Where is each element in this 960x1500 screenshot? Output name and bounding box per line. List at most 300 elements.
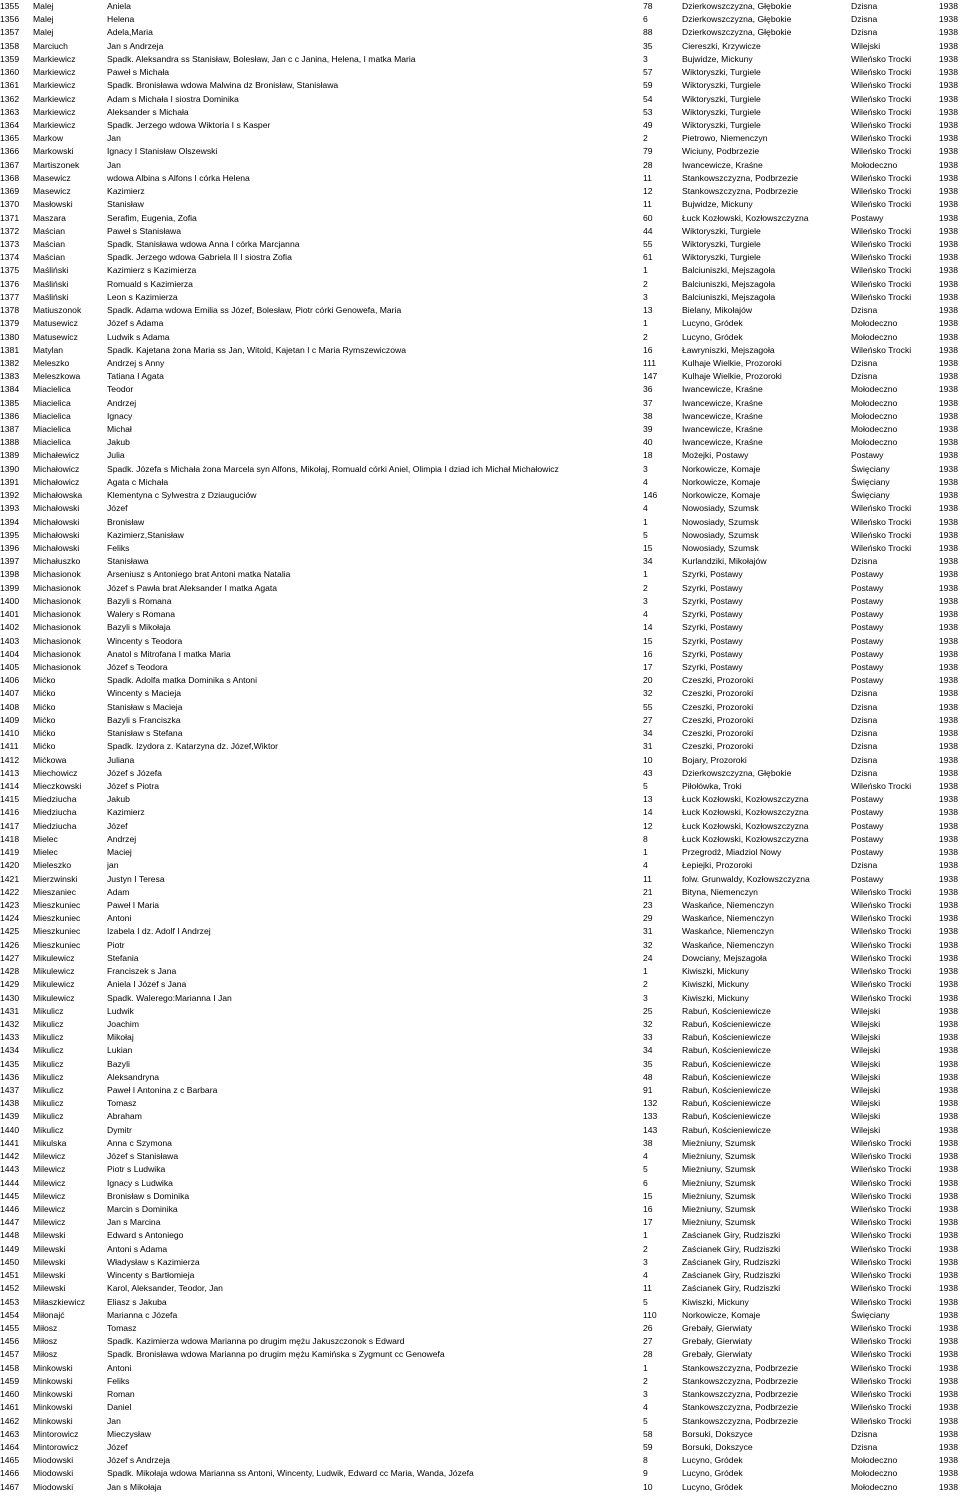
surname-cell: Mikulska [33,1137,67,1148]
locality-cell: Ciereszki, Krzywicze [682,40,761,51]
locality-cell: Norkowicze, Komaje [682,463,761,474]
record-number-cell: 1454 [0,1309,20,1320]
house-number-cell: 3 [643,1389,648,1400]
year-cell: 1938 [938,463,958,474]
surname-cell: Maśliński [33,278,69,289]
district-cell: Wileńsko Trocki [851,106,912,117]
district-cell: Dzisna [851,741,878,752]
house-number-cell: 11 [643,1283,652,1294]
house-number-cell: 3 [643,463,648,474]
table-row [0,463,960,476]
surname-cell: Mielec [33,847,58,858]
locality-cell: Balciuniszki, Mejszagoła [682,265,776,276]
table-row [0,912,960,925]
record-number-cell: 1359 [0,53,20,64]
table-row [0,1401,960,1414]
given-names-cell: Wincenty s Bartłomieja [107,1270,195,1281]
locality-cell: Rabuń, Kościeniewicze [682,1018,771,1029]
surname-cell: Mićkowa [33,754,67,765]
given-names-cell: Aniela [107,1,131,11]
district-cell: Mołodeczno [851,1455,898,1466]
house-number-cell: 1 [643,1362,648,1373]
district-cell: Wilejski [851,1124,881,1135]
locality-cell: Balciuniszki, Mejszagoła [682,278,776,289]
given-names-cell: Anatol s Mitrofana I matka Maria [107,648,231,659]
table-row [0,238,960,251]
table-row [0,529,960,542]
house-number-cell: 31 [643,926,653,937]
house-number-cell: 3 [643,595,648,606]
district-cell: Mołodeczno [851,318,898,329]
table-row [0,925,960,938]
given-names-cell: Józef [107,1441,128,1452]
district-cell: Mołodeczno [851,437,898,448]
surname-cell: Miacielica [33,437,71,448]
locality-cell: Mieżniuny, Szumsk [682,1190,756,1201]
year-cell: 1938 [938,979,958,990]
record-number-cell: 1414 [0,780,20,791]
surname-cell: Maśliński [33,265,69,276]
surname-cell: Michałowski [33,516,80,527]
record-number-cell: 1374 [0,252,20,263]
surname-cell: Milewski [33,1230,66,1241]
district-cell: Wilejski [851,1071,881,1082]
table-row [0,859,960,872]
record-number-cell: 1436 [0,1071,20,1082]
table-row [0,1005,960,1018]
district-cell: Święciany [851,490,890,501]
given-names-cell: Andrzej s Anny [107,357,165,368]
surname-cell: Miłaszkiewicz [33,1296,86,1307]
given-names-cell: Ludwik [107,1005,134,1016]
district-cell: Wileńsko Trocki [851,1243,912,1254]
record-number-cell: 1429 [0,979,20,990]
table-row [0,212,960,225]
year-cell: 1938 [938,1,958,11]
locality-cell: Szyrki, Postawy [682,595,743,606]
table-row [0,331,960,344]
record-number-cell: 1380 [0,331,20,342]
surname-cell: Markiewicz [33,67,76,78]
year-cell: 1938 [938,331,958,342]
year-cell: 1938 [938,225,958,236]
locality-cell: Szyrki, Postawy [682,569,743,580]
table-row [0,0,960,13]
year-cell: 1938 [938,1098,958,1109]
district-cell: Wileńsko Trocki [851,966,912,977]
district-cell: Wileńsko Trocki [851,886,912,897]
given-names-cell: Bazyli s Romana [107,595,172,606]
locality-cell: Lucyno, Gródek [682,1468,743,1479]
table-row [0,635,960,648]
house-number-cell: 25 [643,1005,653,1016]
record-number-cell: 1371 [0,212,20,223]
year-cell: 1938 [938,939,958,950]
locality-cell: Lucyno, Gródek [682,1481,743,1492]
house-number-cell: 17 [643,662,653,672]
district-cell: Postawy [851,582,884,593]
house-number-cell: 8 [643,833,648,844]
house-number-cell: 29 [643,913,653,924]
house-number-cell: 4 [643,609,648,620]
locality-cell: Zaścianek Giry, Rudziszki [682,1270,781,1281]
record-number-cell: 1361 [0,80,20,91]
house-number-cell: 1 [643,966,648,977]
locality-cell: Kulhaje Wielkie, Prozoroki [682,371,782,382]
table-row [0,1256,960,1269]
year-cell: 1938 [938,886,958,897]
record-number-cell: 1415 [0,794,20,805]
table-row [0,40,960,53]
house-number-cell: 38 [643,410,653,421]
house-number-cell: 15 [643,543,653,554]
year-cell: 1938 [938,1468,958,1479]
surname-cell: Minkowski [33,1415,73,1426]
given-names-cell: Justyn I Teresa [107,873,165,884]
district-cell: Dzisna [851,754,878,765]
house-number-cell: 49 [643,119,653,130]
table-row [0,1481,960,1494]
table-row [0,423,960,436]
given-names-cell: Ludwik s Adama [107,331,170,342]
record-number-cell: 1434 [0,1045,20,1056]
table-row [0,952,960,965]
house-number-cell: 15 [643,1190,653,1201]
given-names-cell: Jan s Mikołaja [107,1481,162,1492]
surname-cell: Milewski [33,1243,66,1254]
given-names-cell: Karol, Aleksander, Teodor, Jan [107,1283,223,1294]
locality-cell: Nowosiady, Szumsk [682,543,759,554]
house-number-cell: 143 [643,1124,658,1135]
district-cell: Wilejski [851,1058,881,1069]
house-number-cell: 1 [643,265,648,276]
given-names-cell: Helena [107,14,135,25]
surname-cell: Maścian [33,252,65,263]
year-cell: 1938 [938,648,958,659]
table-row [0,1229,960,1242]
surname-cell: Mieszkuniec [33,899,81,910]
district-cell: Wilejski [851,1111,881,1122]
record-number-cell: 1447 [0,1217,20,1228]
district-cell: Dzisna [851,1428,878,1439]
year-cell: 1938 [938,305,958,316]
house-number-cell: 13 [643,305,653,316]
district-cell: Wilejski [851,1085,881,1096]
locality-cell: Waskańce, Niemenczyn [682,899,774,910]
surname-cell: Miedziucha [33,820,77,831]
district-cell: Wileńsko Trocki [851,1137,912,1148]
house-number-cell: 5 [643,780,648,791]
house-number-cell: 27 [643,1336,653,1347]
record-number-cell: 1419 [0,847,20,858]
surname-cell: Mikulicz [33,1111,64,1122]
record-number-cell: 1411 [0,741,19,752]
record-number-cell: 1398 [0,569,20,580]
given-names-cell: Józef s Stanisława [107,1151,179,1162]
locality-cell: Łuck Kozłowski, Kozłowszczyzna [682,833,809,844]
given-names-cell: Maciej [107,847,132,858]
house-number-cell: 14 [643,807,653,818]
record-number-cell: 1442 [0,1151,20,1162]
locality-cell: Wiciuny, Podbrzezie [682,146,760,157]
table-row [0,291,960,304]
district-cell: Wileńsko Trocki [851,1217,912,1228]
house-number-cell: 5 [643,529,648,540]
table-row [0,13,960,26]
given-names-cell: Spadk. Jerzego wdowa Wiktoria I s Kasper [107,119,271,130]
record-number-cell: 1427 [0,952,20,963]
house-number-cell: 9 [643,1468,648,1479]
table-row [0,225,960,238]
year-cell: 1938 [938,807,958,818]
district-cell: Postawy [851,450,884,461]
record-number-cell: 1402 [0,622,20,633]
given-names-cell: Romuald s Kazimierza [107,278,193,289]
year-cell: 1938 [938,371,958,382]
year-cell: 1938 [938,1124,958,1135]
record-number-cell: 1378 [0,305,20,316]
year-cell: 1938 [938,622,958,633]
surname-cell: Miedziucha [33,794,77,805]
table-row [0,582,960,595]
table-row [0,754,960,767]
given-names-cell: Julia [107,450,125,461]
house-number-cell: 59 [643,1441,653,1452]
locality-cell: Iwancewicze, Kraśne [682,397,763,408]
record-number-cell: 1377 [0,291,20,302]
house-number-cell: 78 [643,1,653,11]
locality-cell: Borsuki, Dokszyce [682,1428,753,1439]
given-names-cell: Aleksandryna [107,1071,160,1082]
record-number-cell: 1441 [0,1137,20,1148]
district-cell: Wileńsko Trocki [851,1349,912,1360]
locality-cell: Stankowszczyzna, Podbrzezie [682,1362,799,1373]
district-cell: Wilejski [851,1005,881,1016]
surname-cell: Mikulicz [33,1124,64,1135]
locality-cell: Balciuniszki, Mejszagoła [682,291,776,302]
locality-cell: Norkowicze, Komaje [682,490,761,501]
table-row [0,1018,960,1031]
house-number-cell: 37 [643,397,653,408]
locality-cell: Łuck Kozłowski, Kozłowszczyzna [682,212,809,223]
year-cell: 1938 [938,424,958,435]
locality-cell: Kiwiszki, Mickuny [682,992,749,1003]
given-names-cell: Aniela I Józef s Jana [107,979,187,990]
year-cell: 1938 [938,569,958,580]
district-cell: Postawy [851,794,884,805]
given-names-cell: Izabela I dz. Adolf I Andrzej [107,926,211,937]
house-number-cell: 2 [643,1243,648,1254]
record-number-cell: 1455 [0,1323,20,1333]
record-number-cell: 1360 [0,67,20,78]
surname-cell: Mikulicz [33,1071,64,1082]
surname-cell: Michasionok [33,569,81,580]
record-number-cell: 1432 [0,1018,20,1029]
district-cell: Postawy [851,873,884,884]
locality-cell: Wiktoryszki, Turgiele [682,238,761,249]
record-number-cell: 1430 [0,992,20,1003]
year-cell: 1938 [938,833,958,844]
house-number-cell: 36 [643,384,653,395]
year-cell: 1938 [938,344,958,355]
house-number-cell: 28 [643,159,653,170]
given-names-cell: Spadk. Kajetana żona Maria ss Jan, Witold, Kajetan I c Maria Rymszewiczowa [107,344,406,355]
locality-cell: Rabuń, Kościeniewicze [682,1045,771,1056]
record-number-cell: 1464 [0,1441,20,1452]
district-cell: Dzisna [851,14,878,25]
locality-cell: Rabuń, Kościeniewicze [682,1071,771,1082]
surname-cell: Minkowski [33,1402,73,1413]
year-cell: 1938 [938,1164,958,1175]
surname-cell: Mikulicz [33,1045,64,1056]
locality-cell: Pietrowo, Niemenczyn [682,133,768,144]
district-cell: Wileńsko Trocki [851,1177,912,1188]
surname-cell: Milewicz [33,1151,66,1162]
district-cell: Wilejski [851,1032,881,1043]
year-cell: 1938 [938,754,958,765]
record-number-cell: 1385 [0,397,20,408]
locality-cell: Bielany, Mikołajów [682,305,753,316]
record-number-cell: 1444 [0,1177,20,1188]
given-names-cell: Spadk. Kazimierza wdowa Marianna po drugim mężu Jakuszczonok s Edward [107,1336,405,1347]
house-number-cell: 133 [643,1111,658,1122]
locality-cell: Przegrodź, Miadziol Nowy [682,847,782,858]
locality-cell: Stankowszczyzna, Podbrzezie [682,1415,799,1426]
locality-cell: Czeszki, Prozoroki [682,714,754,725]
given-names-cell: wdowa Albina s Alfons I córka Helena [107,172,250,183]
locality-cell: Mieżniuny, Szumsk [682,1177,756,1188]
locality-cell: Waskańce, Niemenczyn [682,913,774,924]
year-cell: 1938 [938,952,958,963]
house-number-cell: 34 [643,1045,653,1056]
record-number-cell: 1417 [0,820,20,831]
surname-cell: Mićko [33,675,56,686]
locality-cell: Mieżniuny, Szumsk [682,1204,756,1215]
district-cell: Święciany [851,463,890,474]
locality-cell: Mieżniuny, Szumsk [682,1151,756,1162]
given-names-cell: Józef s Pawła brat Aleksander I matka Agata [107,582,278,593]
table-row [0,1243,960,1256]
district-cell: Postawy [851,820,884,831]
district-cell: Wileńsko Trocki [851,53,912,64]
house-number-cell: 146 [643,490,658,501]
year-cell: 1938 [938,860,958,871]
given-names-cell: Spadk. Walerego:Marianna I Jan [107,992,232,1003]
locality-cell: Ławryniszki, Mejszagoła [682,344,775,355]
record-number-cell: 1368 [0,172,20,183]
locality-cell: Mieżniuny, Szumsk [682,1137,756,1148]
district-cell: Mołodeczno [851,410,898,421]
surname-cell: Michasionok [33,648,81,659]
house-number-cell: 16 [643,648,653,659]
year-cell: 1938 [938,476,958,487]
table-row [0,780,960,793]
district-cell: Dzisna [851,714,878,725]
record-number-cell: 1407 [0,688,20,699]
table-row [0,1269,960,1282]
table-row [0,383,960,396]
table-row [0,172,960,185]
surname-cell: Miodowski [33,1468,74,1479]
given-names-cell: Marianna c Józefa [107,1309,178,1320]
locality-cell: Wiktoryszki, Turgiele [682,252,761,263]
table-row [0,119,960,132]
surname-cell: Matusewicz [33,318,78,329]
table-row [0,820,960,833]
record-number-cell: 1363 [0,106,20,117]
house-number-cell: 33 [643,1032,653,1043]
year-cell: 1938 [938,556,958,567]
house-number-cell: 1 [643,847,648,858]
district-cell: Wileńsko Trocki [851,992,912,1003]
record-number-cell: 1399 [0,582,20,593]
house-number-cell: 15 [643,635,653,646]
locality-cell: Czeszki, Prozoroki [682,688,754,699]
given-names-cell: Jan [107,133,121,144]
table-row [0,1362,960,1375]
locality-cell: Łepiejki, Prozoroki [682,860,753,871]
surname-cell: Michasionok [33,595,81,606]
table-row [0,1190,960,1203]
record-number-cell: 1462 [0,1415,20,1426]
district-cell: Wileńsko Trocki [851,133,912,144]
district-cell: Wilejski [851,40,881,51]
surname-cell: Markiewicz [33,106,76,117]
locality-cell: Zaścianek Giry, Rudziszki [682,1256,781,1267]
year-cell: 1938 [938,543,958,554]
district-cell: Wileńsko Trocki [851,344,912,355]
district-cell: Mołodeczno [851,1481,898,1492]
table-row [0,410,960,423]
given-names-cell: Ignacy s Ludwika [107,1177,173,1188]
surname-cell: Meleszko [33,357,70,368]
surname-cell: Malej [33,14,54,25]
year-cell: 1938 [938,1204,958,1215]
surname-cell: Mieszkuniec [33,939,81,950]
surname-cell: Mićko [33,714,56,725]
table-row [0,357,960,370]
given-names-cell: Marcin s Dominika [107,1204,178,1215]
record-number-cell: 1372 [0,225,20,236]
surname-cell: Michałuszko [33,556,81,567]
locality-cell: Dzierkowszczyzna, Głębokie [682,14,792,25]
given-names-cell: Andrzej [107,397,137,408]
year-cell: 1938 [938,186,958,197]
surname-cell: Michałowicz [33,463,80,474]
year-cell: 1938 [938,1415,958,1426]
surname-cell: Mikulicz [33,1018,64,1029]
surname-cell: Miłosz [33,1336,58,1347]
locality-cell: Bityna, Niemenczyn [682,886,758,897]
house-number-cell: 34 [643,728,653,739]
locality-cell: Czeszki, Prozoroki [682,675,754,686]
house-number-cell: 54 [643,93,653,104]
district-cell: Dzisna [851,1441,878,1452]
locality-cell: folw. Grunwaldy, Kozłowszczyzna [682,873,810,884]
surname-cell: Michasionok [33,622,81,633]
record-number-cell: 1449 [0,1243,20,1254]
given-names-cell: Paweł s Michała [107,67,170,78]
table-row [0,370,960,383]
table-row [0,714,960,727]
year-cell: 1938 [938,1058,958,1069]
year-cell: 1938 [938,1323,958,1333]
year-cell: 1938 [938,582,958,593]
given-names-cell: Lukian [107,1045,133,1056]
record-number-cell: 1355 [0,1,20,11]
surname-cell: Mieszaniec [33,886,76,897]
district-cell: Dzisna [851,701,878,712]
